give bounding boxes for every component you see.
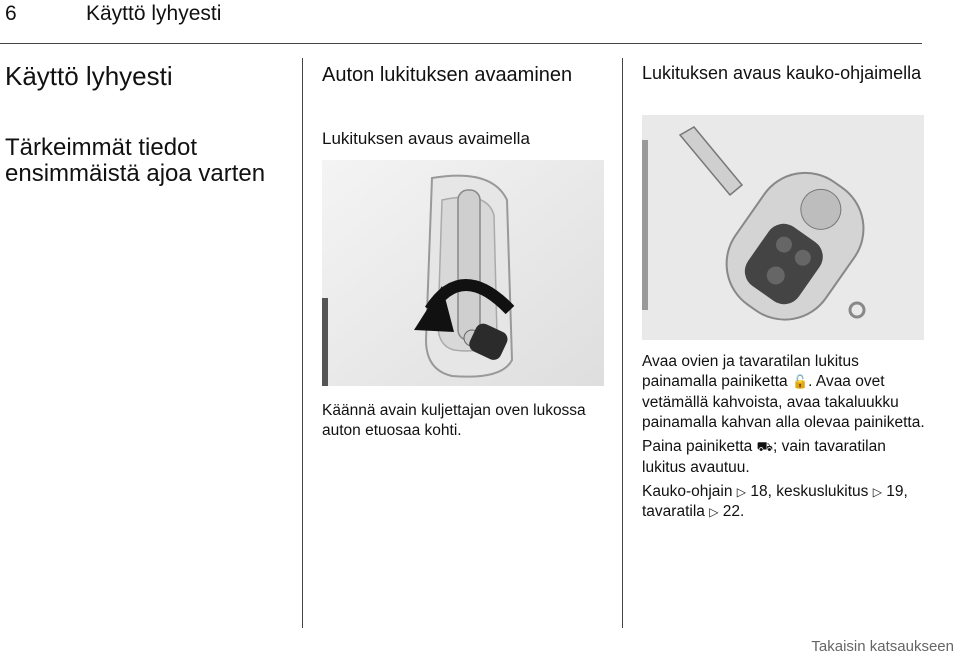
section-heading-remote: Lukituksen avaus kauko-ohjaimella — [642, 63, 922, 83]
page-ref-icon: ▷ — [709, 505, 719, 519]
remote-p1-text-a: Avaa ovien ja tavaratilan lukitus painamalla painiketta — [642, 353, 859, 390]
ref-link-central-locking[interactable]: 19, tavaratila — [642, 483, 908, 520]
page-ref-icon: ▷ — [872, 485, 882, 499]
remote-instructions — [642, 352, 932, 526]
remote-key-illustration — [642, 115, 924, 340]
header-divider — [0, 43, 922, 44]
ref-link-trunk[interactable]: 22. — [722, 503, 745, 520]
column-divider-1 — [302, 58, 303, 628]
ref-link-remote[interactable]: 18, keskuslukitus — [750, 483, 869, 500]
remote-p1-text-b: . Avaa ovet vetämällä kahvoista, avaa takaluukku painamalla kahvan alla olevaa painiketta. — [642, 373, 925, 431]
remote-p3-text-a: Kauko-ohjain — [642, 483, 733, 500]
remote-paragraph-2 — [642, 437, 932, 478]
back-to-overview-link[interactable]: Takaisin katsaukseen — [811, 638, 954, 655]
key-caption: Käännä avain kuljettajan oven lukossa auton etuosaa kohti. — [322, 402, 586, 439]
unlock-button-icon: 🔓 — [791, 375, 809, 390]
page-number: 6 — [5, 2, 17, 25]
remote-p2-text-b: ; vain tavaratilan lukitus avautuu. — [642, 438, 886, 476]
page-header-title: Käyttö lyhyesti — [86, 2, 222, 25]
chapter-subtitle: Tärkeimmät tiedot ensimmäistä ajoa varten — [5, 134, 266, 187]
door-lock-illustration — [322, 160, 604, 386]
remote-paragraph-3 — [642, 482, 932, 522]
section-subheading-key: Lukituksen avaus avaimella — [322, 129, 530, 148]
remote-p2-text-a: Paina painiketta — [642, 438, 753, 455]
page-ref-icon: ▷ — [736, 485, 747, 499]
trunk-button-icon: ⛟ — [756, 440, 773, 455]
remote-paragraph-1 — [642, 352, 932, 433]
section-heading-unlocking: Auton lukituksen avaaminen — [322, 64, 573, 86]
column-divider-2 — [622, 58, 623, 628]
chapter-title: Käyttö lyhyesti — [5, 61, 173, 91]
